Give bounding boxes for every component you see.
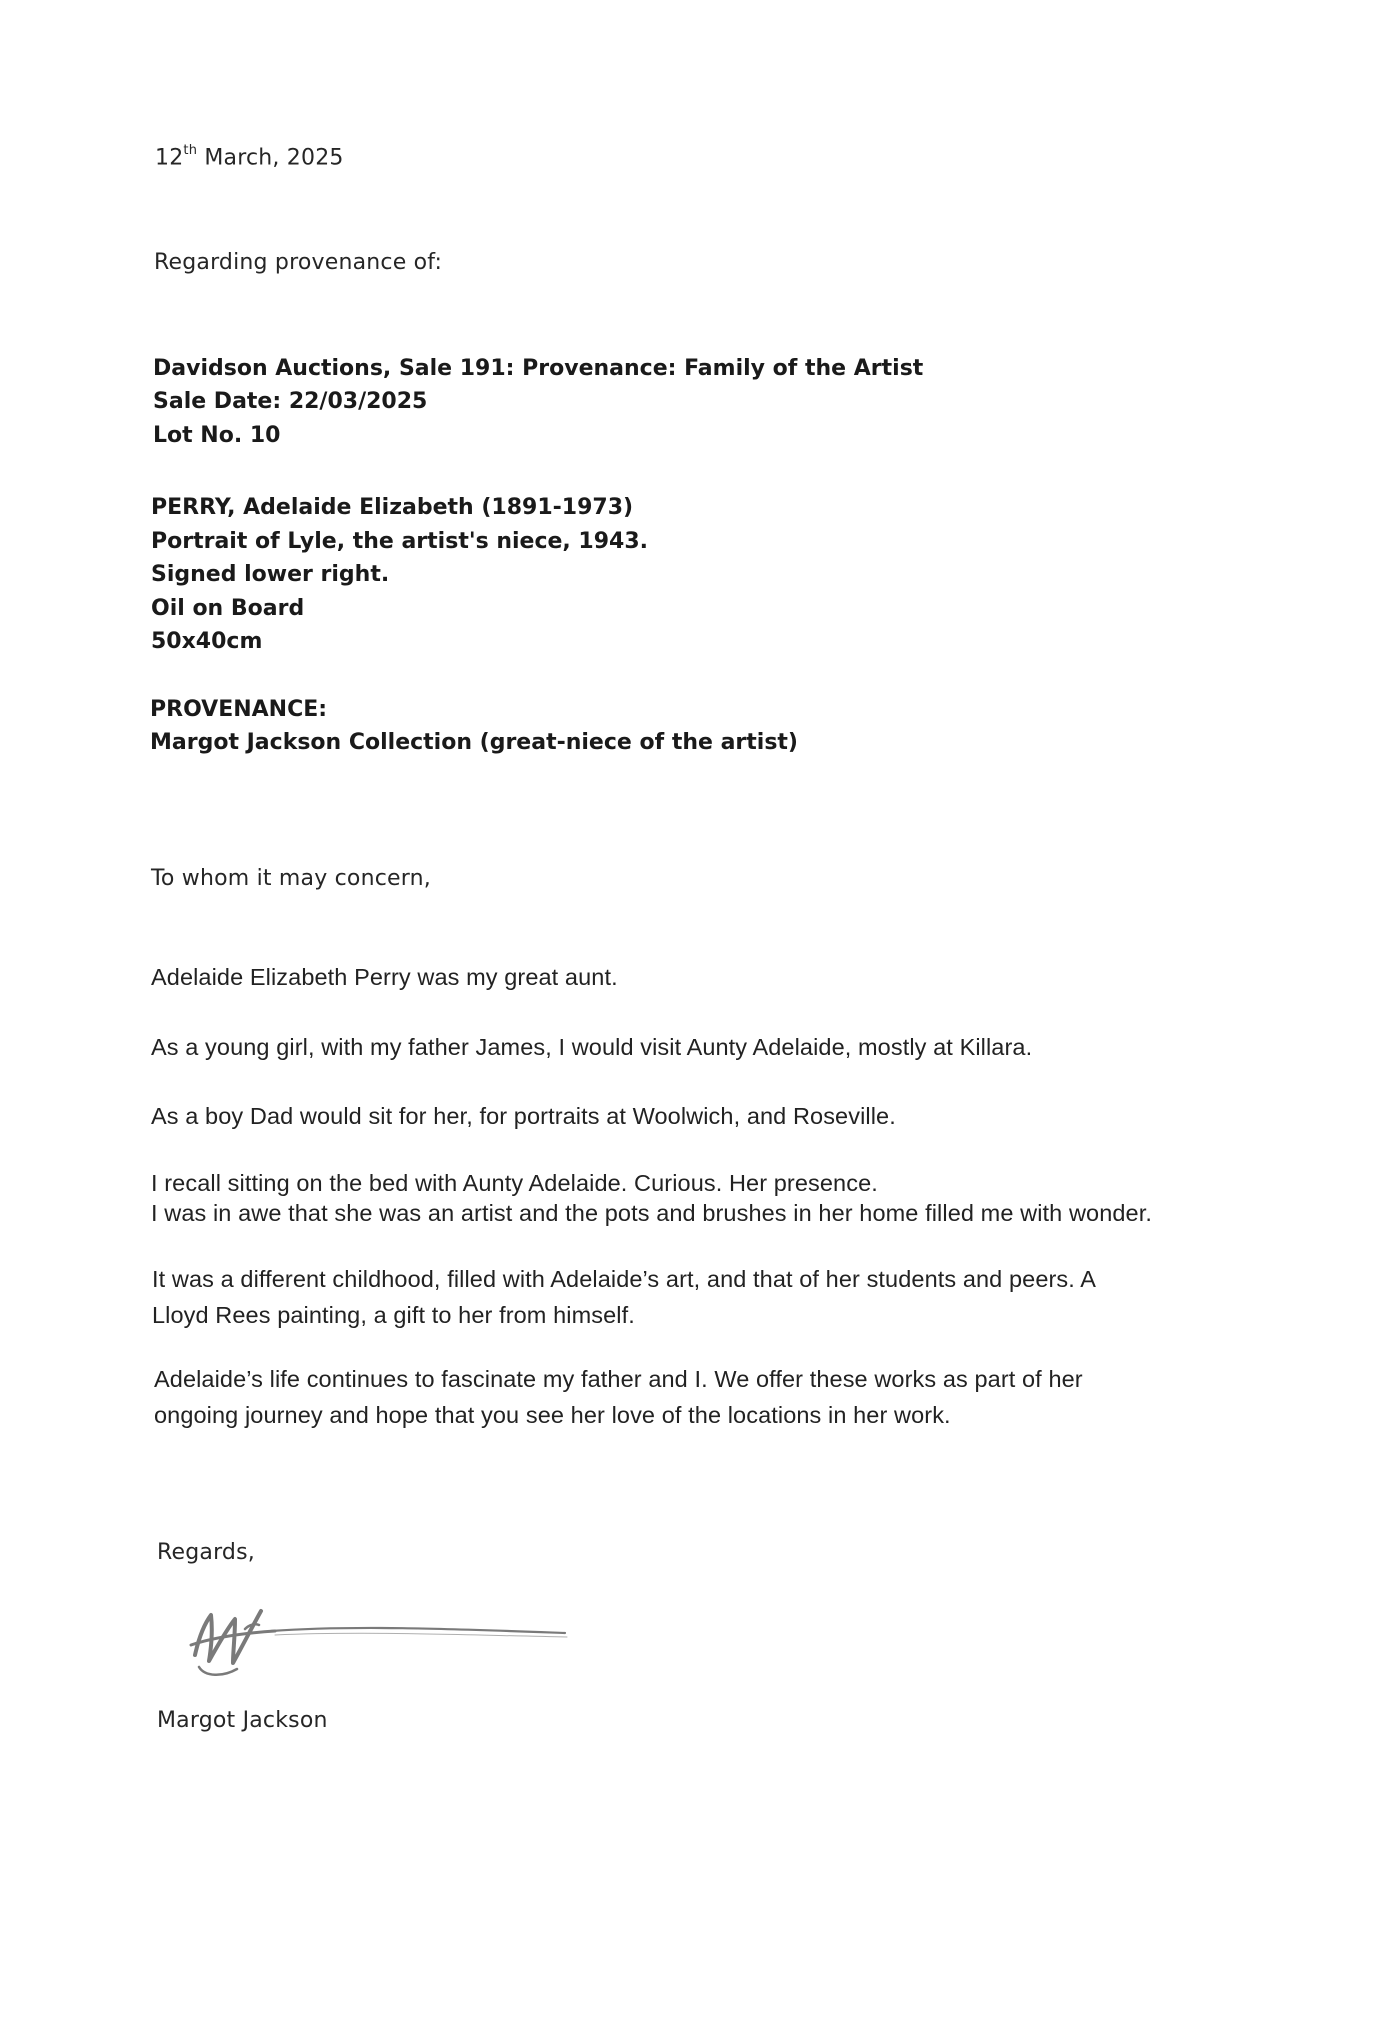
- provenance-heading: PROVENANCE:: [150, 697, 328, 722]
- paragraph-3: As a boy Dad would sit for her, for portraits at Woolwich, and Roseville.: [151, 1103, 896, 1129]
- salutation: To whom it may concern,: [151, 866, 431, 891]
- lot-number: Lot No. 10: [153, 423, 281, 448]
- work-title: Portrait of Lyle, the artist's niece, 1943.: [151, 529, 649, 554]
- handwritten-signature-icon: [175, 1585, 575, 1685]
- paragraph-5-line-2: Lloyd Rees painting, a gift to her from himself.: [152, 1302, 635, 1328]
- work-size: 50x40cm: [151, 629, 263, 654]
- sale-date: Sale Date: 22/03/2025: [153, 389, 428, 414]
- work-signed: Signed lower right.: [151, 562, 390, 587]
- letter-date: 12th March, 2025: [155, 143, 344, 171]
- closing: Regards,: [157, 1540, 255, 1565]
- paragraph-2: As a young girl, with my father James, I would visit Aunty Adelaide, mostly at Killara.: [151, 1034, 1033, 1060]
- paragraph-4-line-2: I was in awe that she was an artist and the pots and brushes in her home filled me with wonder.: [151, 1200, 1152, 1226]
- paragraph-5-line-1: It was a different childhood, filled with Adelaide’s art, and that of her students and peers. A: [152, 1266, 1097, 1292]
- signatory-name: Margot Jackson: [157, 1708, 328, 1733]
- sale-line: Davidson Auctions, Sale 191: Provenance: Family of the Artist: [153, 356, 924, 381]
- paragraph-6-line-2: ongoing journey and hope that you see her love of the locations in her work.: [154, 1402, 951, 1428]
- work-medium: Oil on Board: [151, 596, 305, 621]
- paragraph-1: Adelaide Elizabeth Perry was my great aunt.: [151, 964, 618, 990]
- provenance-value: Margot Jackson Collection (great-niece of the artist): [150, 730, 798, 755]
- paragraph-4-line-1: I recall sitting on the bed with Aunty Adelaide. Curious. Her presence.: [151, 1170, 878, 1196]
- paragraph-6-line-1: Adelaide’s life continues to fascinate my father and I. We offer these works as part of her: [154, 1366, 1083, 1392]
- artist-name: PERRY, Adelaide Elizabeth (1891-1973): [151, 495, 634, 520]
- regarding-line: Regarding provenance of:: [154, 250, 443, 275]
